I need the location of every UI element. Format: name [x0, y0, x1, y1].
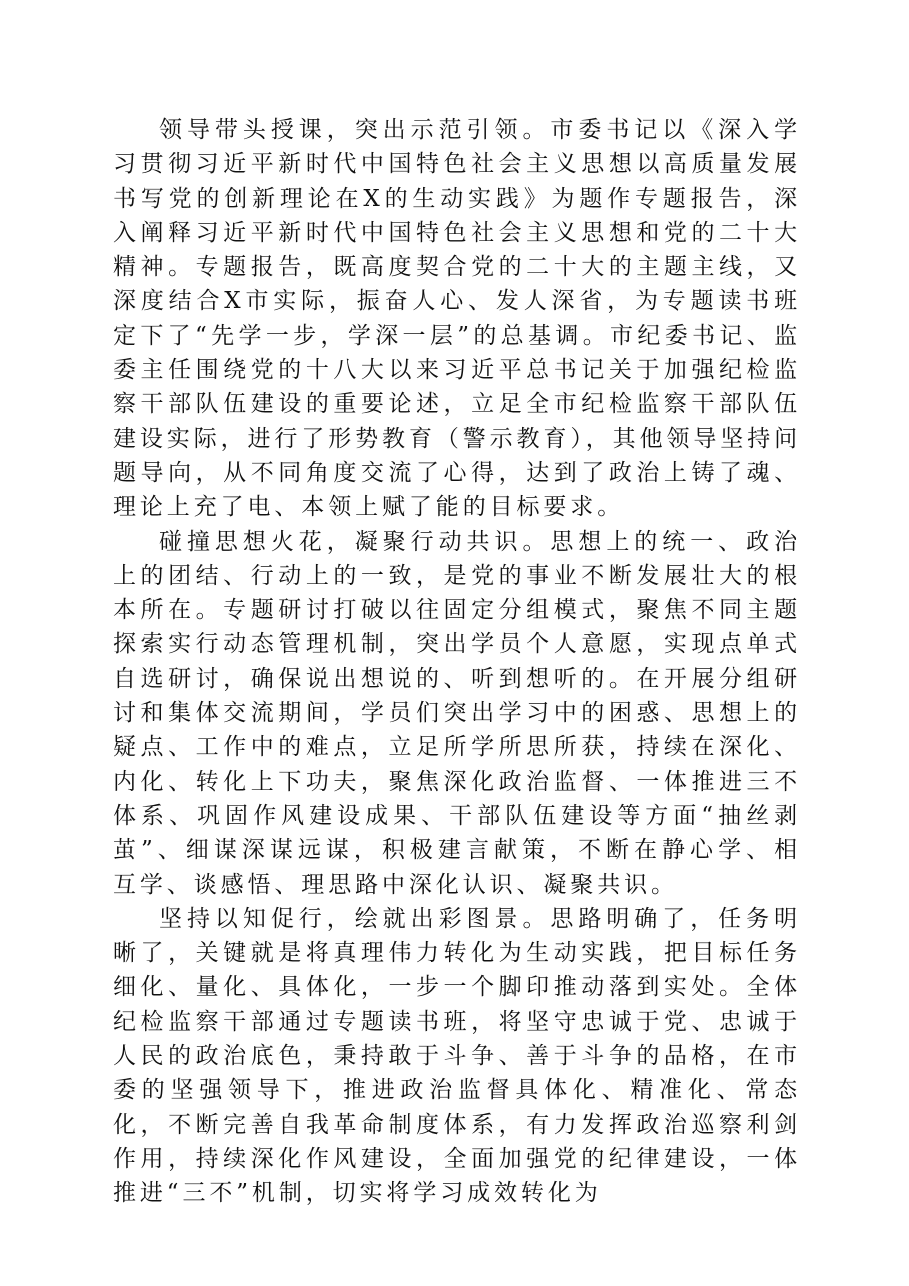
paragraph-seminar-discussion: 碰撞思想火花，凝聚行动共识。思想上的统一、政治上的团结、行动上的一致，是党的事业不断发展壮大的根本所在。专题研讨打破以往固定分组模式，聚焦不同主题探索实行动态管理机制，突出学员个人意愿，实现点单式自选研讨，确保说出想说的、听到想听的。在开展分组研讨和集体交流期间，学员们突出学习中的困惑、思想上的疑点、工作中的难点，立足所学所思所获，持续在深化、内化、转化上下功夫，聚焦深化政治监督、一体推进三不体系、巩固作风建设成果、干部队伍建设等方面“抽丝剥茧”、细谋深谋远谋，积极建言献策，不断在静心学、相互学、谈感悟、理思路中深化认识、凝聚共识。: [113, 528, 801, 898]
paragraph-leadership-lectures: 领导带头授课，突出示范引领。市委书记以《深入学习贯彻习近平新时代中国特色社会主义思想以高质量发展书写党的创新理论在X的生动实践》为题作专题报告，深入阐释习近平新时代中国特色社会主义思想和党的二十大精神。专题报告，既高度契合党的二十大的主题主线，又深度结合X市实际，振奋人心、发人深省，为专题读书班定下了“先学一步，学深一层”的总基调。市纪委书记、监委主任围绕党的十八大以来习近平总书记关于加强纪检监察干部队伍建设的重要论述，立足全市纪检监察干部队伍建设实际，进行了形势教育（警示教育），其他领导坚持问题导向，从不同角度交流了心得，达到了政治上铸了魂、理论上充了电、本领上赋了能的目标要求。: [113, 117, 801, 521]
document-body: [113, 113, 801, 1211]
paragraph-knowledge-into-action: 坚持以知促行，绘就出彩图景。思路明确了，任务明晰了，关键就是将真理伟力转化为生动实践，把目标任务细化、量化、具体化，一步一个脚印推动落到实处。全体纪检监察干部通过专题读书班，将坚守忠诚于党、忠诚于人民的政治底色，秉持敢于斗争、善于斗争的品格，在市委的坚强领导下，推进政治监督具体化、精准化、常态化，不断完善自我革命制度体系，有力发挥政治巡察利剑作用，持续深化作风建设，全面加强党的纪律建设，一体推进“三不”机制，切实将学习成效转化为: [113, 905, 801, 1207]
